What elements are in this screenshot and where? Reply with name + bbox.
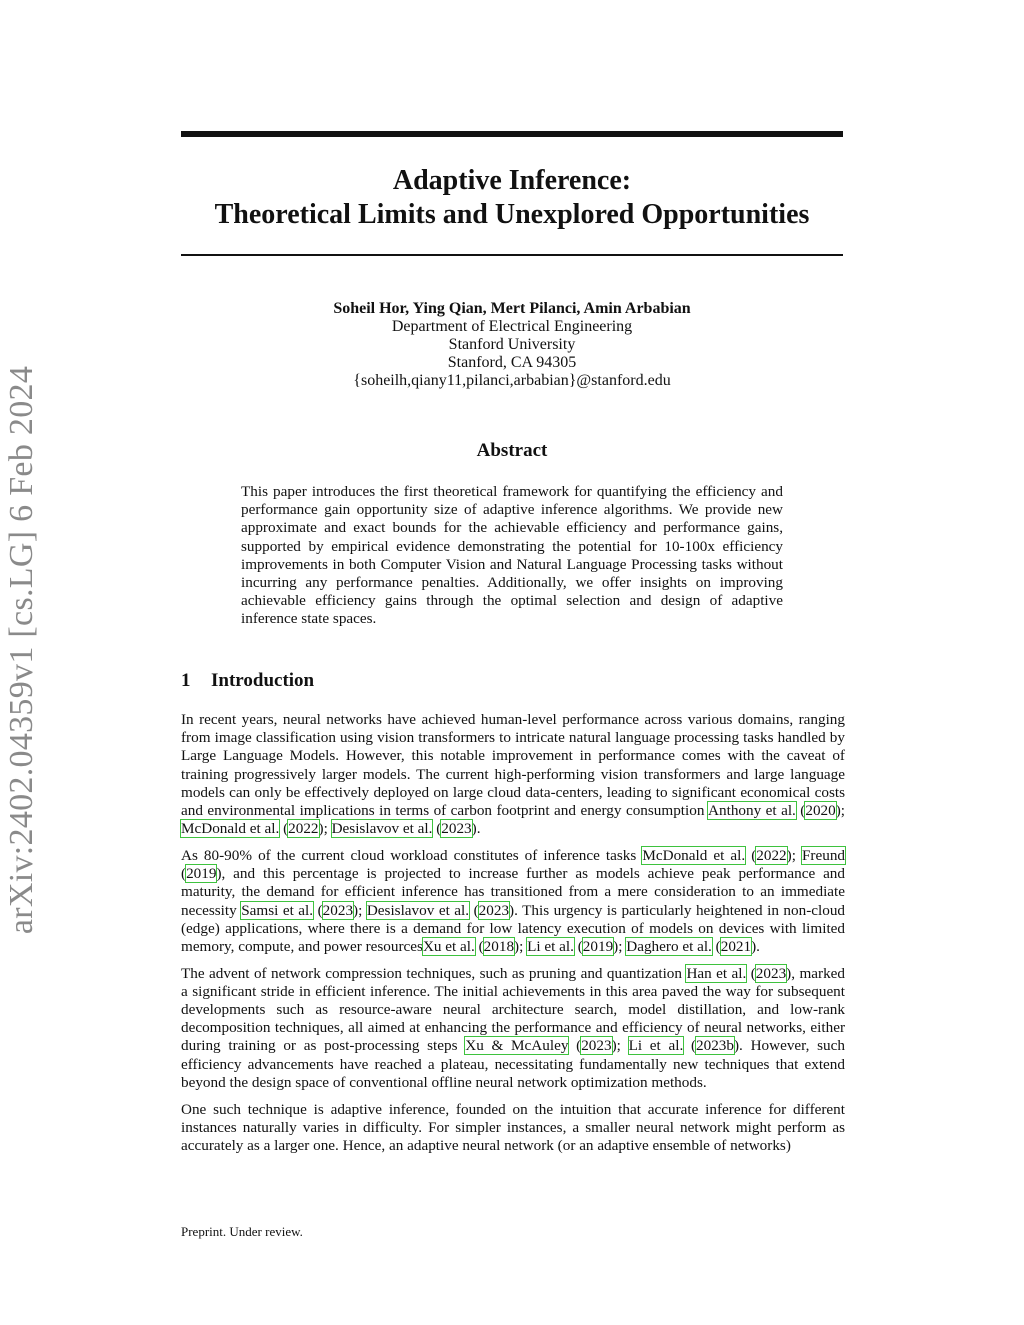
citation-year-link[interactable]: 2023: [441, 820, 472, 838]
section-number: 1: [181, 670, 191, 691]
citation-year-link[interactable]: 2021: [720, 937, 752, 955]
citation-year-link[interactable]: 2023: [322, 901, 354, 919]
paragraph-text: As 80-90% of the current cloud workload constitutes of inference tasks: [181, 846, 643, 864]
citation-year-link[interactable]: 2019: [186, 865, 217, 883]
author-names: Soheil Hor, Ying Qian, Mert Pilanci, Amin Arbabian: [333, 300, 691, 317]
citation-link[interactable]: Li et al.: [628, 1037, 684, 1055]
citation-link[interactable]: McDonald et al.: [181, 820, 280, 838]
citation-link[interactable]: Anthony et al.: [708, 802, 796, 820]
paragraph-text: The advent of network compression techniques, such as pruning and quantization: [181, 964, 687, 982]
paragraph-text: . However, such efficiency advancements have reached a plateau, necessitating fundamentally new techniques that extend beyond the design space of conventional offline neural network optimization methods.: [181, 1037, 845, 1091]
author-email[interactable]: {soheilh,qiany11,pilanci,arbabian}@stanford.edu: [353, 372, 671, 389]
author-university: Stanford University: [448, 336, 576, 353]
author-block: [181, 300, 843, 390]
author-department: Department of Electrical Engineering: [391, 318, 633, 335]
abstract-text: This paper introduces the first theoretical framework for quantifying the efficiency and performance gain opportunity size of adaptive inference algorithms. We provide new approximate and exact bounds for the achievable efficiency and performance gains, supported by empirical evidence demonstrating the potential for 10-100x efficiency improvements in both Computer Vision and Natural Language Processing tasks without incurring any performance penalties. Additionally, we offer insights on improving achievable efficiency gains through the optimal selection and design of adaptive inference state spaces.: [241, 483, 783, 628]
citation-link[interactable]: Samsi et al.: [241, 901, 314, 919]
citation-year-link[interactable]: 2020: [805, 802, 836, 820]
citation-year-link[interactable]: 2022: [756, 846, 787, 864]
citation-link[interactable]: Xu et al.: [422, 937, 475, 955]
section-title-text: Introduction: [211, 670, 315, 691]
paragraph-3: The advent of network compression techniques, such as pruning and quantization Han et al. (2023), marked a significant stride in efficient inference. The initial achievements in this area paved the way for subsequent developments such as resource-aware neural architecture search, model distillation, and low-rank decomposition techniques, all aimed at enhancing the performance and efficiency of neural networks, either during training or as post-processing steps Xu & McAuley (2023); Li et al. (2023b). However, such efficiency advancements have reached a plateau, necessitating fundamentally new techniques that extend beyond the design space of conventional offline neural network optimization methods.: [181, 964, 845, 1091]
paragraph-text: One such technique is adaptive inference, founded on the intuition that accurate inference for different instances naturally varies in difficulty. For simpler instances, a smaller neural network might perform as accurately as a larger one. Hence, an adaptive neural network (or an adaptive ensemble of networks): [181, 1100, 845, 1154]
arxiv-identifier: arXiv:2402.04359v1 [cs.LG] 6 Feb 2024: [3, 365, 40, 935]
citation-year-link[interactable]: 2023: [478, 901, 510, 919]
paragraph-2: As 80-90% of the current cloud workload constitutes of inference tasks McDonald et al. (2022); Freund (2019), and this percentage is projected to increase further as models achieve peak performance and maturity, the demand for efficient inference has transitioned from a mere consideration to an immediate necessity Samsi et al. (2023); Desislavov et al. (2023). This urgency is particularly heightened in non-cloud (edge) applications, where there is a demand for low latency execution of models on devices with limited memory, compute, and power resourcesXu et al. (2018); Li et al. (2019); Daghero et al. (2021).: [181, 846, 846, 955]
footer-note: Preprint. Under review.: [181, 1224, 303, 1239]
paragraph-1: In recent years, neural networks have achieved human-level performance across various domains, ranging from image classification using vision transformers to intricate natural language processing tasks handled by Large Language Models. However, this notable improvement in performance comes with the caveat of training progressively larger models. The current high-performing vision transformers and large language models can only be effectively deployed on large cloud data-centers, leading to significant economical costs and environmental implications in terms of carbon footprint and energy consumption Anthony et al. (2020); McDonald et al. (2022); Desislavov et al. (2023).: [181, 711, 846, 838]
citation-year-link[interactable]: 2018: [483, 937, 515, 955]
title-top-rule: [181, 131, 843, 137]
citation-year-link[interactable]: 2023: [755, 964, 787, 982]
citation-year-link[interactable]: 2022: [288, 820, 319, 838]
paragraph-text: . This urgency is particularly heightened in non-cloud (edge) applications, where there is a demand for low latency execution of models on devices with limited memory, compute, and power resources: [181, 901, 846, 955]
citation-link[interactable]: Desislavov et al.: [366, 901, 470, 919]
section-heading-introduction: [181, 670, 314, 692]
title-bottom-rule: [181, 254, 843, 256]
paragraph-text: , and this percentage is projected to increase further as models achieve peak performance and maturity, the demand for efficient inference has transitioned from a mere consideration to an immediate necessity: [181, 865, 845, 919]
citation-year-link[interactable]: 2023: [581, 1037, 612, 1055]
citation-link[interactable]: Freund: [801, 846, 846, 864]
introduction-body: [181, 711, 845, 1164]
abstract-heading: Abstract: [476, 440, 548, 461]
citation-link[interactable]: Desislavov et al.: [331, 820, 433, 838]
paragraph-text: In recent years, neural networks have achieved human-level performance across various domains, ranging from image classification using vision transformers to intricate natural language processing tasks handled by Large Language Models. However, this notable improvement in performance comes with the caveat of training progressively larger models. The current high-performing vision transformers and large language models can only be effectively deployed on large cloud data-centers, leading to significant economical costs and environmental implications in terms of carbon footprint and energy consumption: [181, 711, 845, 820]
citation-link[interactable]: Xu & McAuley: [465, 1037, 569, 1055]
citation-year-link[interactable]: 2019: [582, 937, 614, 955]
citation-link[interactable]: Li et al.: [527, 937, 574, 955]
paper-title: [181, 164, 843, 232]
paragraph-4: [181, 1101, 845, 1156]
paragraph-text: , marked a significant stride in efficient inference. The initial achievements in this area paved the way for subsequent developments such as resource-aware neural architecture search, model distillation, and low-rank decomposition techniques, all aimed at enhancing the performance and efficiency of neural networks, either during training or as post-processing steps: [181, 964, 845, 1055]
citation-link[interactable]: Han et al.: [686, 964, 747, 982]
citation-link[interactable]: Daghero et al.: [626, 937, 712, 955]
author-location: Stanford, CA 94305: [447, 354, 577, 371]
title-line-2: Theoretical Limits and Unexplored Opportunities: [214, 199, 810, 230]
citation-year-link[interactable]: 2023b: [696, 1037, 734, 1055]
citation-link[interactable]: McDonald et al.: [642, 846, 746, 864]
title-line-1: Adaptive Inference:: [392, 165, 632, 196]
